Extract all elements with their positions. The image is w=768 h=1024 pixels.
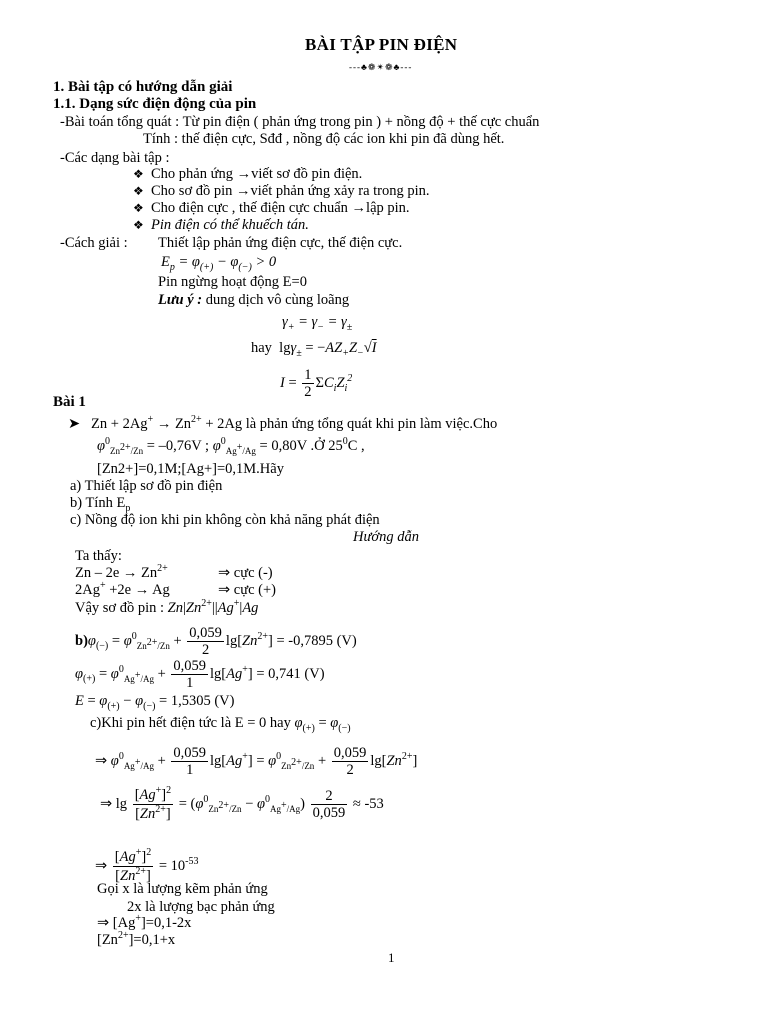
subsection-heading: 1.1. Dạng sức điện động của pin <box>53 96 257 112</box>
section-heading: 1. Bài tập có hướng dẫn giải <box>53 79 233 95</box>
calc-text: Tính : thế điện cực, Sđđ , nồng độ các ion khi pin đã dùng hết. <box>143 131 505 147</box>
star-bullet-icon: ❖ <box>133 218 144 232</box>
reaction-line: ➤ $Zn + 2Ag^+ \to Zn^{2+} + 2Ag$ là phản ứng tổng quát khi pin làm việc.Cho <box>68 414 498 432</box>
stop-condition: Pin ngừng hoạt động E=0 <box>158 274 307 290</box>
observe-text: Ta thấy: <box>75 548 122 564</box>
zn-concentration-expr: $[Zn^{2+}]=0,1+x$ <box>97 930 176 948</box>
types-label: -Các dạng bài tập : <box>60 150 170 166</box>
cathode-label: ⇒ cực (+) <box>218 582 276 598</box>
phi-plus-equation: $\varphi_{(+)} = \varphi^0_{Ag^+/Ag}$ + $\frac{0,059}{1}$ lg[Ag+] = 0,741 (V) <box>75 658 325 691</box>
equilibrium-equation: ⇒ $\varphi^0_{Ag^+/Ag}$ + $\frac{0,059}{1}$ $\lg[Ag^+] = \varphi^0_{Zn^{2+}/Zn}$ + $\frac{0,059}{2}$ $\lg[Zn^{2+}]$ <box>95 745 418 778</box>
type-item: ❖ Pin điện có thể khuếch tán. <box>133 217 309 233</box>
ag-concentration-expr: ⇒ [Ag+]=0,1-2x <box>97 913 192 931</box>
type-item: ❖ Cho sơ đồ pin →viết phản ứng xảy ra trong pin. <box>133 183 430 199</box>
ratio-equation: ⇒ $\frac{[Ag^+]^2}{[Zn^{2+}]}$ = $10^{-53}$ <box>95 847 199 884</box>
part-c: c) Nồng độ ion khi pin không còn khả năng phát điện <box>70 512 380 528</box>
part-c-condition: c)Khi pin hết điện tức là E = 0 hay $\varphi_{(+)} = \varphi_{(-)}$ <box>90 715 351 734</box>
emf-equation: $E = \varphi_{(+)} - \varphi_{(-)} = 1,5305$ (V) <box>75 693 235 712</box>
concentration-line: [Zn2+]=0,1M;[Ag+]=0,1M.Hãy <box>97 461 284 477</box>
method-label: -Cách giải : <box>60 235 128 251</box>
ionic-strength-formula: I = $\frac{1}{2}$ $\Sigma C_iZ_i^2$ <box>280 367 353 400</box>
silver-reacted-text: 2x là lượng bạc phản ứng <box>127 899 275 915</box>
phi-minus-equation: $b)\varphi_{(-)} = \varphi^0_{Zn^{2+}/Zn}$ + $\frac{0,059}{2}$ $\lg[Zn^{2+}] = -0,7895$ (V) <box>75 625 357 658</box>
star-bullet-icon: ❖ <box>133 201 144 215</box>
cell-diagram: Vậy sơ đồ pin : $Zn|Zn^{2+}||Ag^+|Ag$ <box>75 598 259 616</box>
arrow-bullet-icon: ➤ <box>68 416 81 432</box>
anode-reaction: $Zn - 2e \to Zn^{2+}$ <box>75 563 168 581</box>
document-title: BÀI TẬP PIN ĐIỆN <box>305 35 458 54</box>
dilute-note: Lưu ý : dung dịch vô cùng loãng <box>158 292 350 308</box>
let-x-text: Gọi x là lượng kẽm phản ứng <box>97 881 268 897</box>
page-number: 1 <box>388 950 395 965</box>
part-a: a) Thiết lập sơ đồ pin điện <box>70 478 223 494</box>
activity-coefficients: $\gamma_+ = \gamma_- = \gamma_\pm$ <box>282 314 353 333</box>
cathode-reaction: 2Ag+ +2e → Ag <box>75 580 170 598</box>
title-ornament: ---♣❁✴❁♣--- <box>349 62 413 72</box>
emf-formula: $E_p = \varphi_{(+)} - \varphi_{(-)} > 0$ <box>161 254 277 273</box>
part-b: b) Tính $E_p$ <box>70 495 131 514</box>
method-text: Thiết lập phản ứng điện cực, thế điện cực. <box>158 235 403 251</box>
guide-heading: Hướng dẫn <box>353 529 419 545</box>
general-problem-text: -Bài toán tổng quát : Từ pin điện ( phản ứng trong pin ) + nồng độ + thế cực chuẩn <box>60 114 540 130</box>
type-item: ❖ Cho phản ứng →viết sơ đồ pin điện. <box>133 166 363 182</box>
anode-label: ⇒ cực (-) <box>218 565 273 581</box>
star-bullet-icon: ❖ <box>133 184 144 198</box>
star-bullet-icon: ❖ <box>133 167 144 181</box>
standard-potentials: $\varphi^0_{Zn^{2+}/Zn} = -0,76V$ ; $\varphi^0_{Ag^+/Ag} = 0,80V$ .Ở $25^0C$ , <box>97 436 365 456</box>
type-item: ❖ Cho điện cực , thế điện cực chuẩn →lập pin. <box>133 200 410 216</box>
debye-huckel-formula: hay $\lg\gamma_\pm = -AZ_+Z_-√I$ <box>251 340 377 359</box>
exercise-heading: Bài 1 <box>53 394 86 410</box>
log-ratio-equation: ⇒ lg $\frac{[Ag^+]^2}{[Zn^{2+}]}$ = $(\varphi^0_{Zn^{2+}/Zn} - \varphi^0_{Ag^+/Ag})$ $\frac{2}{0,059}$ ≈ -53 <box>100 785 384 822</box>
